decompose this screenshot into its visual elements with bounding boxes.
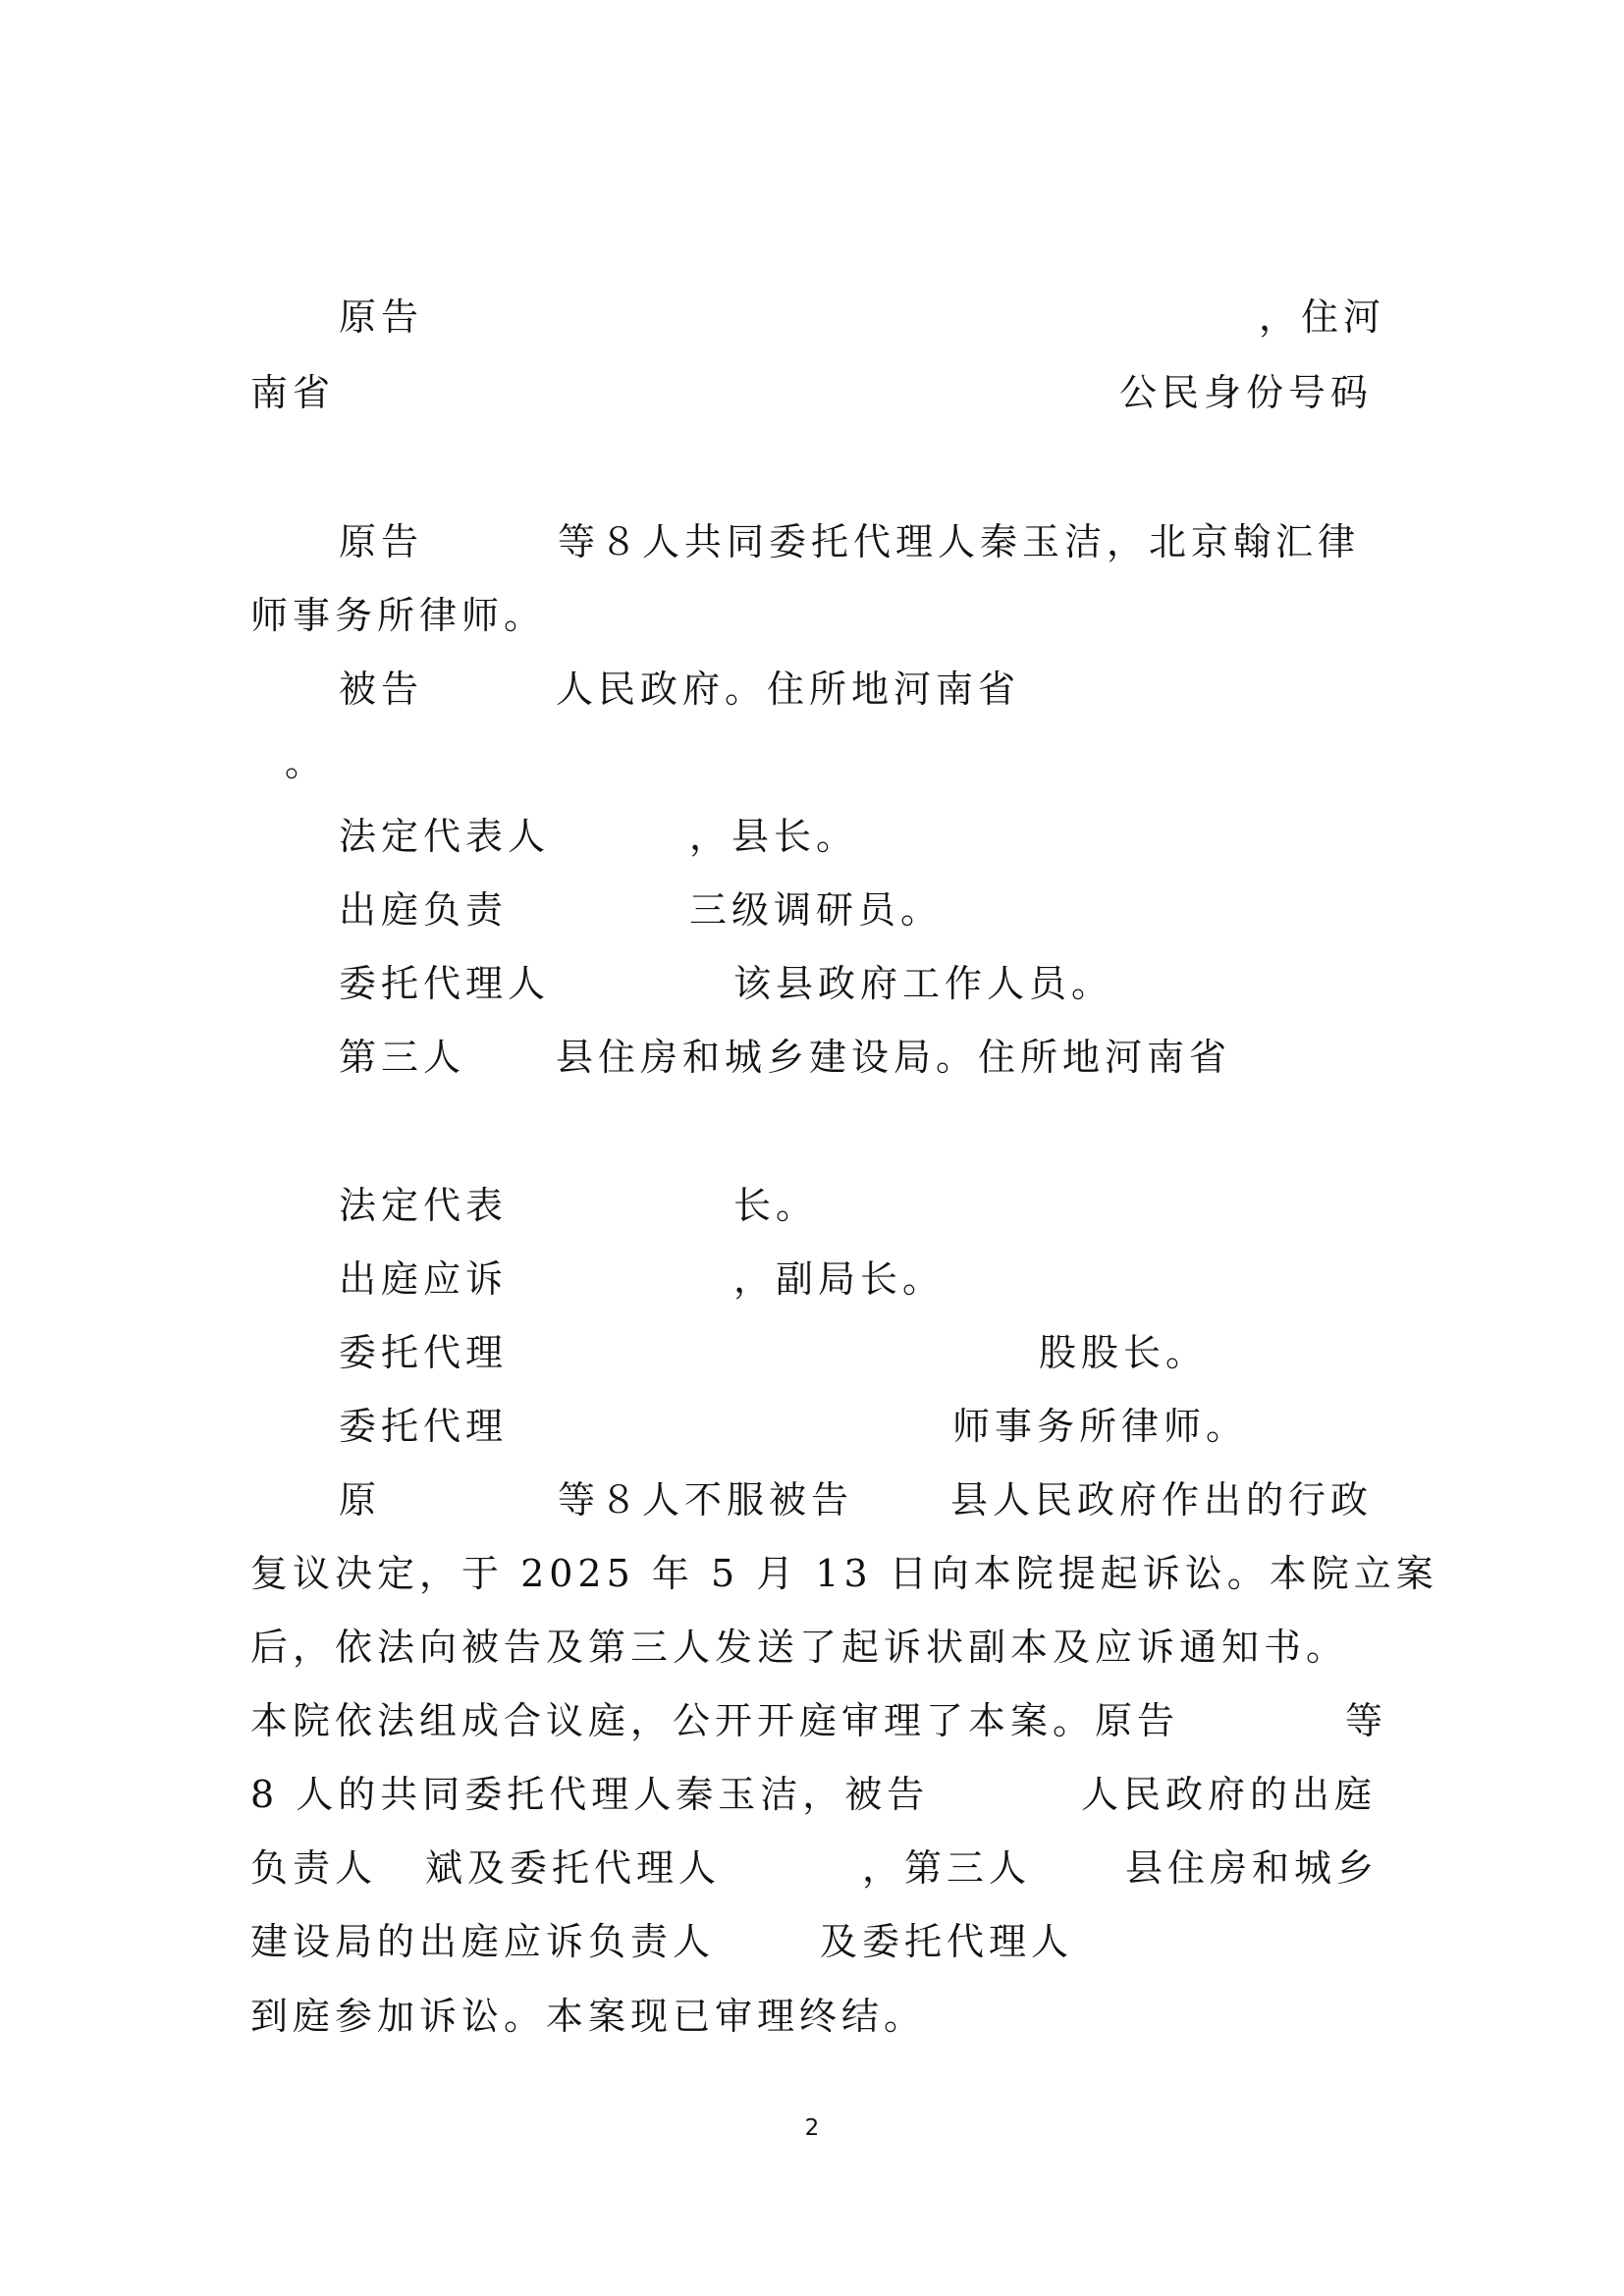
text-segment: 股股长。 [1039, 1331, 1209, 1374]
text-segment: 及委托代理人 [820, 1920, 1074, 1963]
text-segment: 该县政府工作人员。 [733, 962, 1114, 1005]
text-segment: 县住房和城乡建设局。住所地河南省 [556, 1036, 1232, 1079]
text-segment: ，住河 [1259, 295, 1386, 339]
text-segment: ，副局长。 [733, 1257, 946, 1301]
text-segment: 三级调研员。 [689, 888, 944, 932]
text-segment: ，县长。 [689, 815, 859, 858]
text-segment: 原告 [339, 295, 424, 339]
text-segment: 8 人的共同委托代理人秦玉洁，被告 [250, 1773, 930, 1816]
text-segment: 第三人 [339, 1036, 466, 1079]
text-segment: 师事务所律师。 [952, 1405, 1249, 1448]
text-segment: ，第三人 [862, 1846, 1032, 1890]
text-segment: 复议决定，于 2025 年 5 月 13 日向本院提起诉讼。本院立案 [250, 1552, 1438, 1595]
text-segment: 师事务所律师。 [250, 594, 547, 637]
text-segment: 公民身份号码 [1119, 371, 1374, 414]
text-segment: 县住房和城乡 [1125, 1846, 1380, 1890]
plaintiff-agent-line-2 [250, 591, 546, 640]
page-number: 2 [804, 2115, 820, 2141]
body-line-3 [250, 1623, 1348, 1672]
text-segment: 法定代表 [339, 1184, 509, 1227]
text-segment: 委托代理 [339, 1331, 509, 1374]
body-line-2 [250, 1549, 1438, 1598]
text-segment: 负责人 [250, 1846, 378, 1890]
text-segment: 本院依法组成合议庭，公开开庭审理了本案。原告 [250, 1699, 1180, 1742]
text-segment: 县人民政府作出的行政 [950, 1478, 1374, 1522]
text-segment: 等 [1345, 1699, 1388, 1742]
text-segment: 被告 [339, 667, 424, 711]
text-segment: 法定代表人 [339, 815, 551, 858]
text-segment: 后，依法向被告及第三人发送了起诉状副本及应诉通知书。 [250, 1626, 1349, 1669]
text-segment: 人民政府的出庭 [1081, 1773, 1378, 1816]
text-segment: 长。 [733, 1184, 819, 1227]
text-segment: 建设局的出庭应诉负责人 [250, 1920, 716, 1963]
text-segment: 。 [285, 741, 328, 784]
text-segment: 斌及委托代理人 [425, 1846, 722, 1890]
body-line-8 [250, 1992, 926, 2041]
text-segment: 南省 [250, 371, 336, 414]
defendant-line-2 [285, 738, 327, 787]
text-segment: 等８人共同委托代理人秦玉洁，北京翰汇律 [558, 520, 1361, 563]
text-segment: 等８人不服被告 [558, 1478, 854, 1522]
text-segment: 人民政府。住所地河南省 [556, 667, 1021, 711]
text-segment: 原 [339, 1478, 382, 1522]
text-segment: 到庭参加诉讼。本案现已审理终结。 [250, 1995, 927, 2038]
text-segment: 出庭应诉 [339, 1257, 509, 1301]
text-segment: 出庭负责 [339, 888, 509, 932]
text-segment: 委托代理人 [339, 962, 551, 1005]
text-segment: 原告 [339, 520, 424, 563]
text-segment: 委托代理 [339, 1405, 509, 1448]
